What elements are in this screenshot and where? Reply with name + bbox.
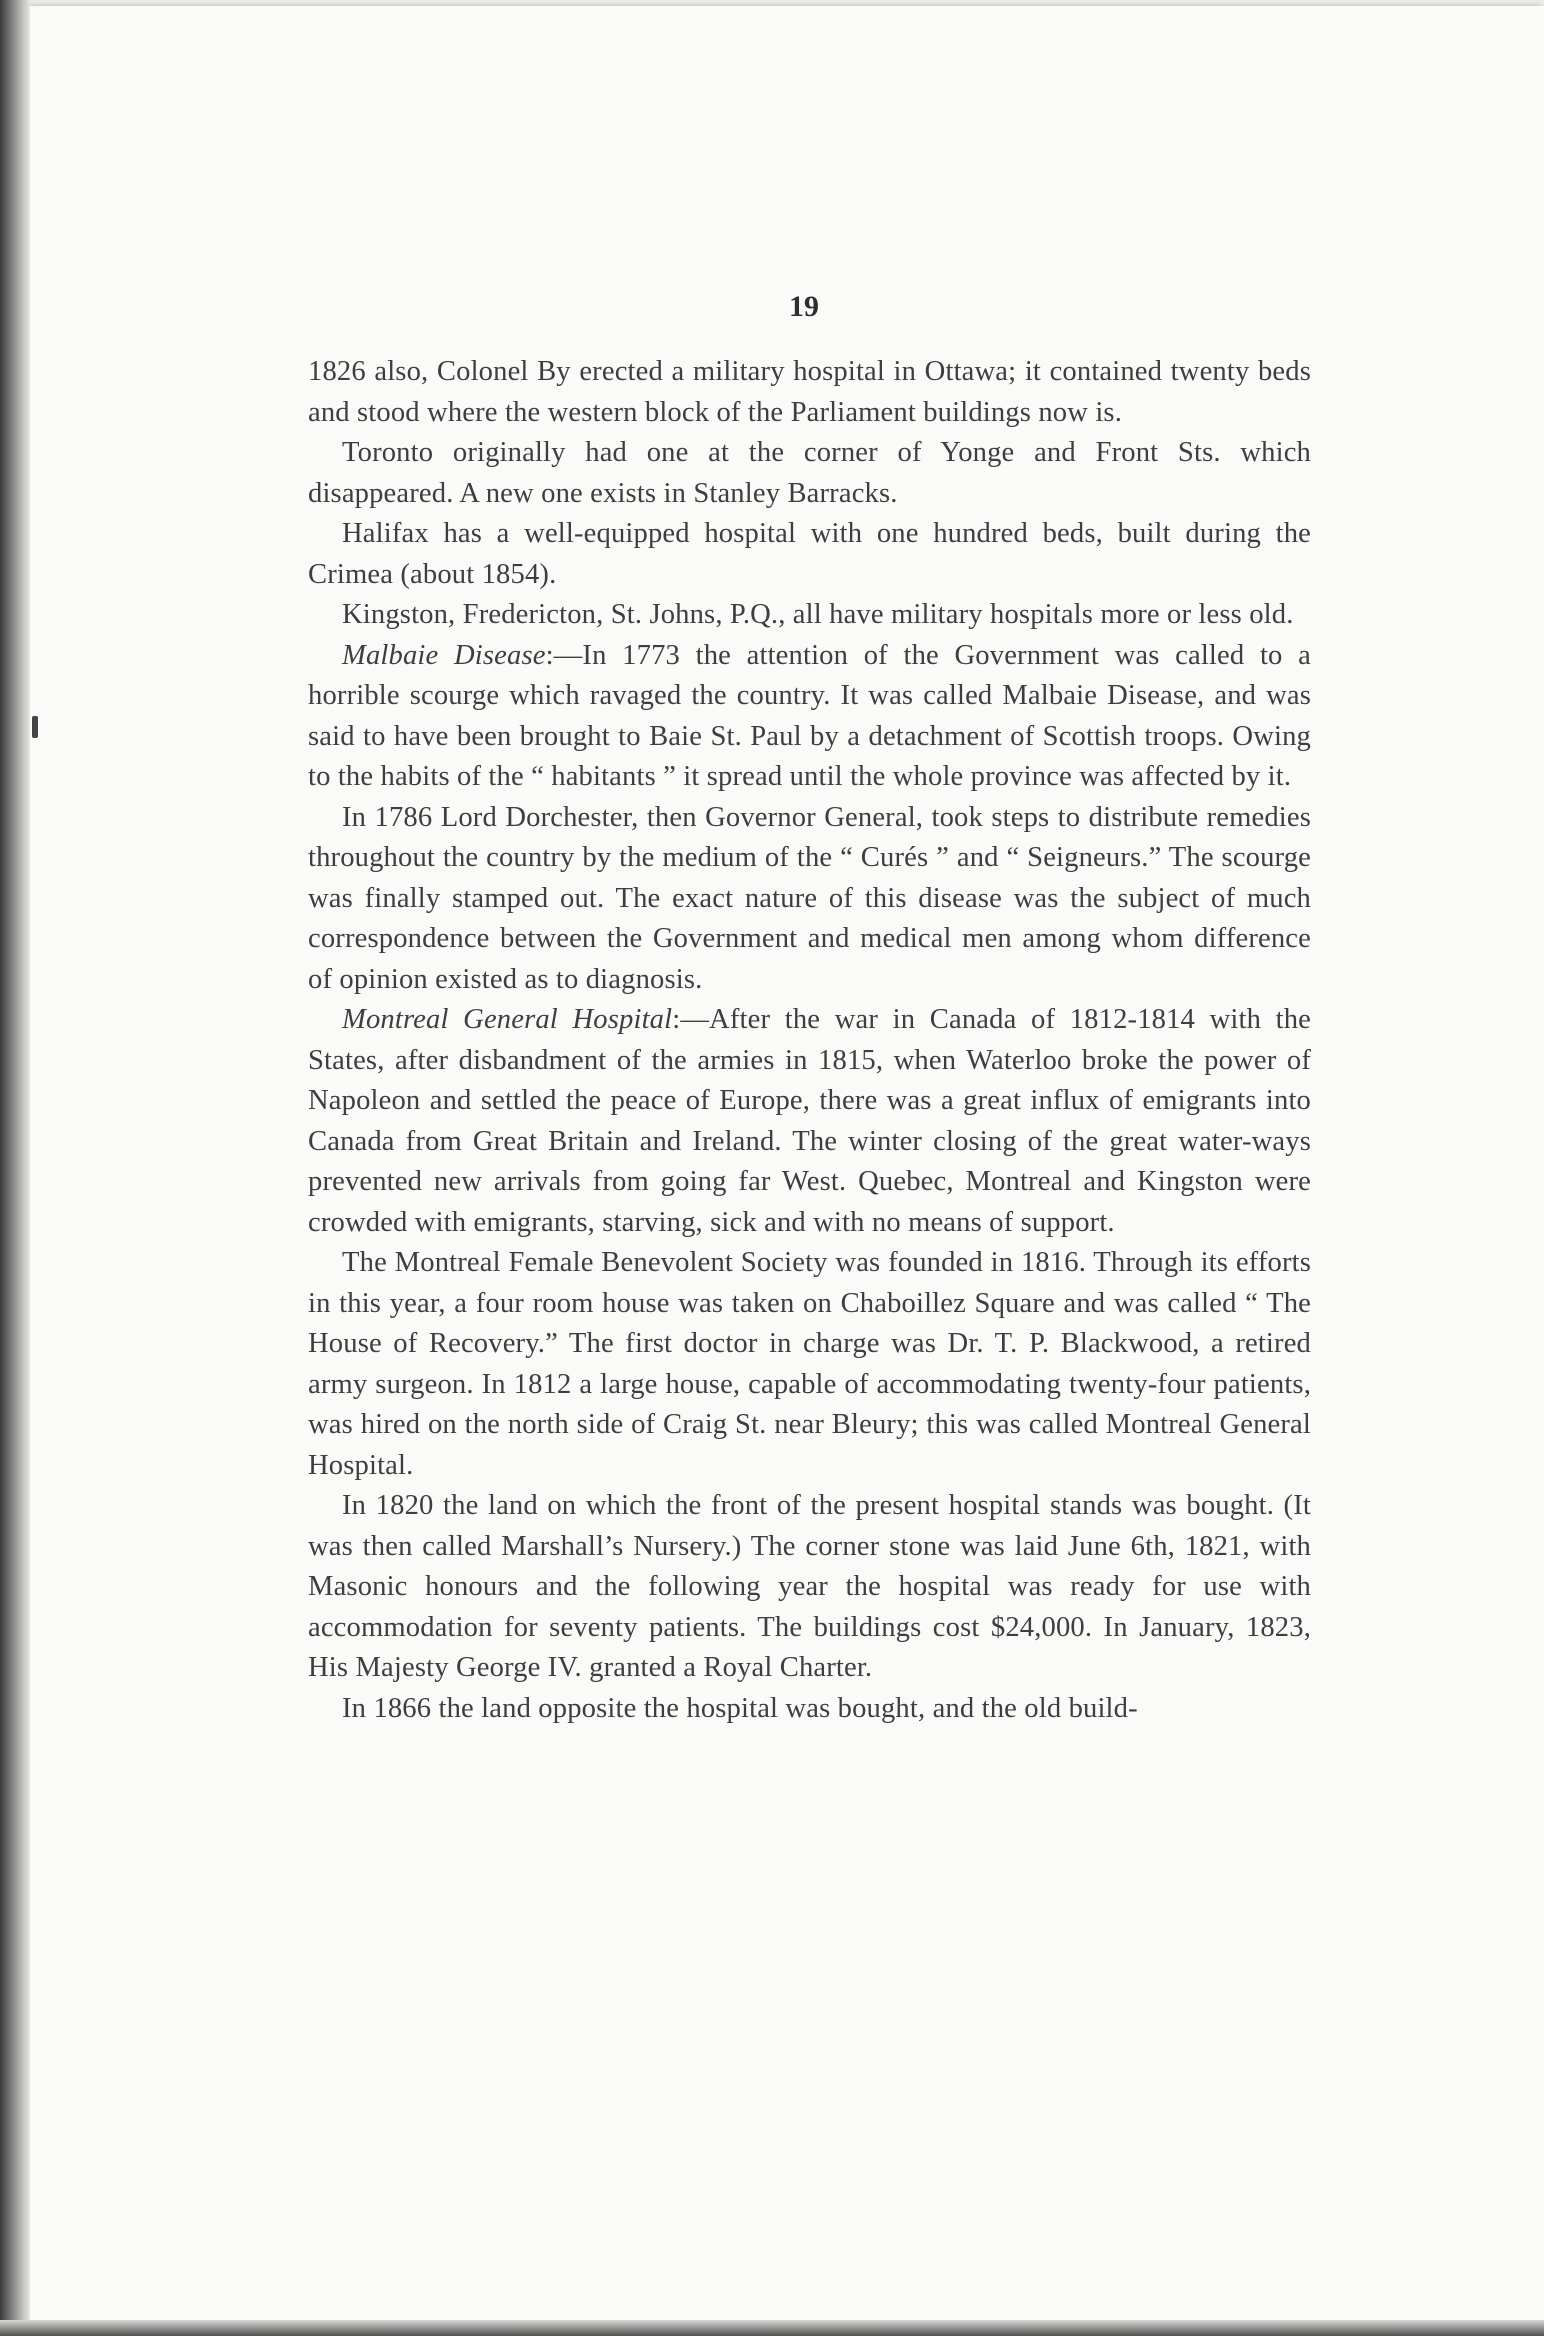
paragraph-text: Kingston, Fredericton, St. Johns, P.Q., all have military hospitals more or less old. (342, 599, 1294, 630)
paragraph-ottawa (308, 352, 1311, 433)
paragraph-text: In 1786 Lord Dorchester, then Governor General, took steps to distribute remedies throughout the country by the medium of the “ Curés ” and “ Seigneurs.” The scourge was finally stamped out. The exact nature of this disease was the subject of much correspondence between the Government and medical men among whom difference of opinion existed as to diagnosis. (308, 801, 1311, 995)
section-heading-montreal-general-hospital: Montreal General Hospital (342, 1004, 673, 1035)
paragraph-kingston (308, 595, 1311, 636)
paragraph-lord-dorchester (308, 798, 1311, 1001)
paragraph-montreal-general-hospital (308, 1000, 1311, 1243)
scan-speck (32, 716, 38, 738)
paragraph-text: :—After the war in Canada of 1812-1814 with the States, after disbandment of the armies in 1815, when Waterloo broke the power of Napoleon and settled the peace of Europe, there was a great influx of emigrants into Canada from Great Britain and Ireland. The winter closing of the great water-ways prevented new arrivals from going far West. Quebec, Montreal and Kingston were crowded with emigrants, starving, sick and with no means of support. (308, 1004, 1311, 1238)
paragraph-halifax (308, 514, 1311, 595)
paragraph-text: In 1820 the land on which the front of the present hospital stands was bought. (It was then called Marshall’s Nursery.) The corner stone was laid June 6th, 1821, with Masonic honours and the following year the hospital was ready for use with accommodation for seventy patients. The buildings cost $24,000. In January, 1823, His Majesty George IV. granted a Royal Charter. (308, 1490, 1311, 1683)
paragraph-text: Toronto originally had one at the corner of Yonge and Front Sts. which disappeared. A new one exists in Stanley Barracks. (308, 437, 1311, 509)
bottom-page-edge (0, 2320, 1544, 2336)
paragraph-benevolent-society (308, 1243, 1311, 1486)
paragraph-text: Halifax has a well-equipped hospital with one hundred beds, built during the Crimea (about 1854). (308, 518, 1311, 590)
paragraph-toronto (308, 433, 1311, 514)
body-text (308, 352, 1311, 1729)
section-heading-malbaie: Malbaie Disease (342, 639, 546, 671)
paragraph-land-1820 (308, 1486, 1311, 1689)
page-number: 19 (789, 290, 819, 323)
paragraph-text: 1826 also, Colonel By erected a military hospital in Ottawa; it contained twenty beds and stood where the western block of the Parliament buildings now is. (308, 356, 1311, 428)
paragraph-text: The Montreal Female Benevolent Society was founded in 1816. Through its efforts in this year, a four room house was taken on Chaboillez Square and was called “ The House of Recovery.” The first doctor in charge was Dr. T. P. Blackwood, a retired army surgeon. In 1812 a large house, capable of accommodating twenty-four patients, was hired on the north side of Craig St. near Bleury; this was called Montreal General Hospital. (308, 1247, 1311, 1481)
binding-edge (0, 0, 30, 2336)
paragraph-text: :—In 1773 the attention of the Government was called to a horrible scourge which ravaged the country. It was called Malbaie Disease, and was said to have been brought to Baie St. Paul by a detachment of Scottish troops. Owing to the habits of the “ habitants ” it spread until the whole province was affected by it. (308, 639, 1311, 792)
paragraph-land-1866 (308, 1689, 1311, 1730)
paragraph-malbaie-disease (308, 636, 1311, 798)
paragraph-text: In 1866 the land opposite the hospital was bought, and the old build- (342, 1692, 1138, 1724)
